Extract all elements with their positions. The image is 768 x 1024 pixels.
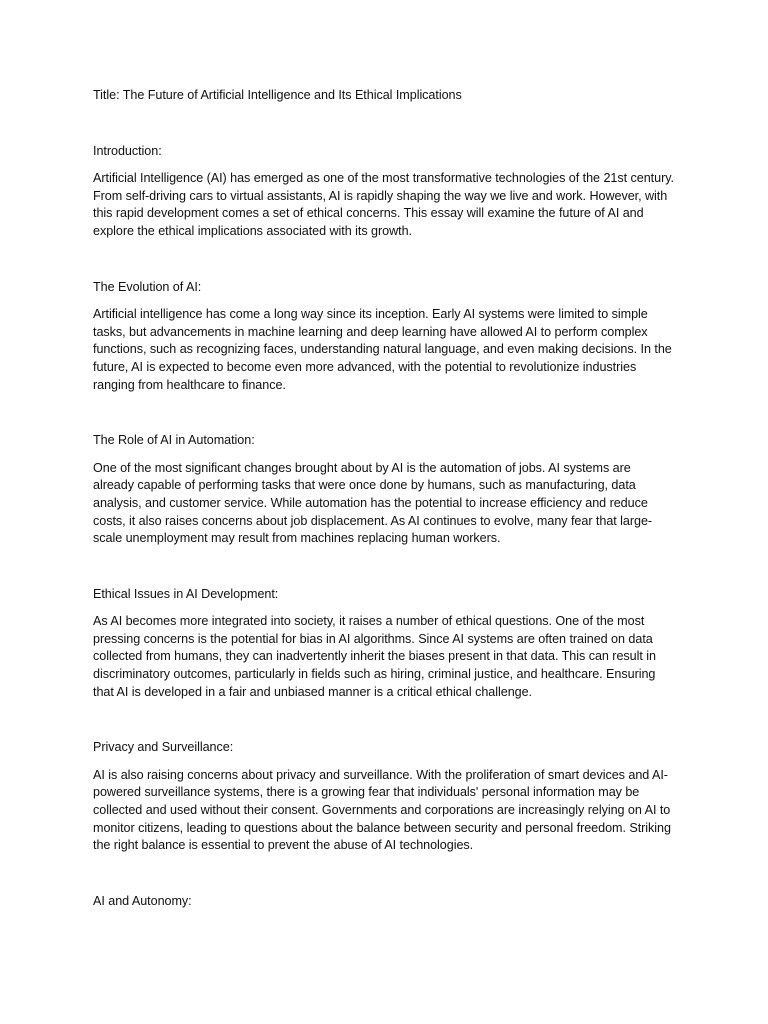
document-body <box>93 87 675 910</box>
section-heading: AI and Autonomy: <box>93 893 192 908</box>
section-ai-and-autonomy <box>93 893 675 911</box>
section-paragraph: One of the most significant changes brought about by AI is the automation of jobs. AI systems are already capable of performing tasks that were once done by humans, such as manufacturing, data analysis, and customer service. While automation has the potential to increase efficiency and reduce costs, it also raises concerns about job displacement. As AI continues to evolve, many fear that large-scale unemployment may result from machines replacing human workers. <box>93 460 653 546</box>
section-heading: Privacy and Surveillance: <box>93 740 234 755</box>
section-paragraph: As AI becomes more integrated into society, it raises a number of ethical questions. One of the most pressing concerns is the potential for bias in AI algorithms. Since AI systems are often trained on data collected from humans, they can inadvertently inherit the biases present in that data. This can result in discriminatory outcomes, particularly in fields such as hiring, criminal justice, and healthcare. Ensuring that AI is developed in a fair and unbiased manner is a critical ethical challenge. <box>93 614 656 699</box>
section-heading: Ethical Issues in AI Development: <box>93 586 279 601</box>
section-evolution-of-ai <box>93 279 675 395</box>
section-heading: The Role of AI in Automation: <box>93 433 255 448</box>
section-paragraph: AI is also raising concerns about privacy and surveillance. With the proliferation of smart devices and AI-powered surveillance systems, there is a growing fear that individuals' personal information may be collected and used without their consent. Governments and corporations are increasingly relying on AI to monitor citizens, leading to questions about the balance between security and personal freedom. Striking the right balance is essential to prevent the abuse of AI technologies. <box>93 767 671 853</box>
section-paragraph: Artificial intelligence has come a long way since its inception. Early AI systems were limited to simple tasks, but advancements in machine learning and deep learning have allowed AI to perform complex functions, such as recognizing faces, understanding natural language, and even making decisions. In the future, AI is expected to become even more advanced, with the potential to revolutionize industries ranging from healthcare to finance. <box>93 307 672 392</box>
section-heading: The Evolution of AI: <box>93 279 202 294</box>
document-title: Title: The Future of Artificial Intelligence and Its Ethical Implications <box>93 88 462 102</box>
section-privacy-and-surveillance <box>93 739 675 855</box>
section-heading: Introduction: <box>93 143 162 158</box>
section-ethical-issues <box>93 586 675 702</box>
section-introduction <box>93 143 675 241</box>
section-paragraph: Artificial Intelligence (AI) has emerged as one of the most transformative technologies of the 21st century. From self-driving cars to virtual assistants, AI is rapidly shaping the way we live and work. However, with this rapid development comes a set of ethical concerns. This essay will examine the future of AI and explore the ethical implications associated with its growth. <box>93 171 674 238</box>
section-role-of-ai-in-automation <box>93 432 675 548</box>
